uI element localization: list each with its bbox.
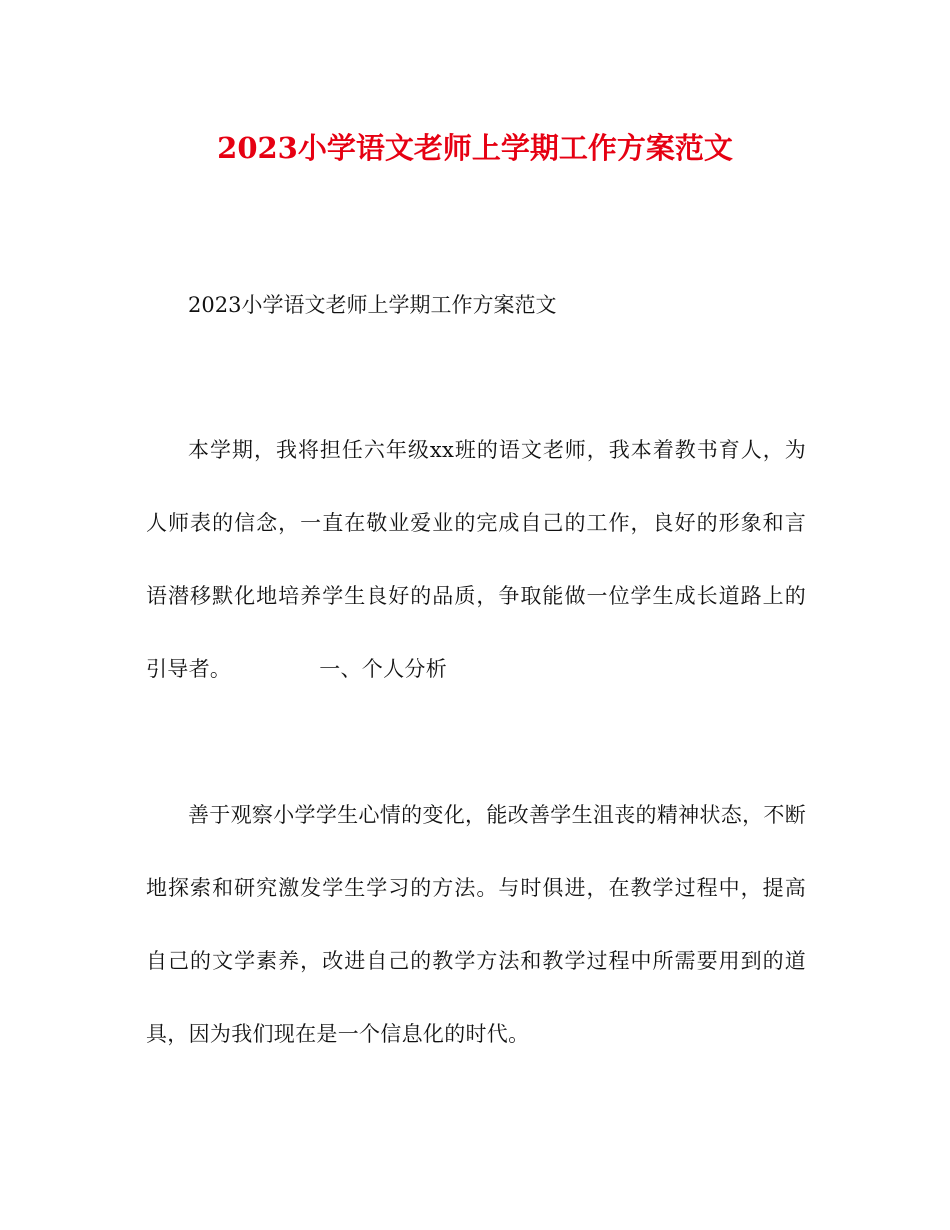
paragraph-intro — [146, 414, 806, 706]
section-heading-personal-analysis: 一、个人分析 — [319, 657, 448, 681]
document-title: 2023小学语文老师上学期工作方案范文 — [217, 131, 733, 165]
document-subtitle: 2023小学语文老师上学期工作方案范文 — [188, 293, 557, 317]
paragraph-personal-analysis: 善于观察小学学生心情的变化，能改善学生沮丧的精神状态，不断地探索和研究激发学生学习的方法。与时俱进，在教学过程中，提高自己的文学素养，改进自己的教学方法和教学过程中所需要用到的道具，因为我们现在是一个信息化的时代。 — [146, 803, 806, 1046]
paragraph-intro-text: 本学期，我将担任六年级xx班的语文老师，我本着教书育人，为人师表的信念，一直在敬业爱业的完成自己的工作，良好的形象和言语潜移默化地培养学生良好的品质，争取能做一位学生成长道路上的引导者。 — [146, 438, 806, 681]
